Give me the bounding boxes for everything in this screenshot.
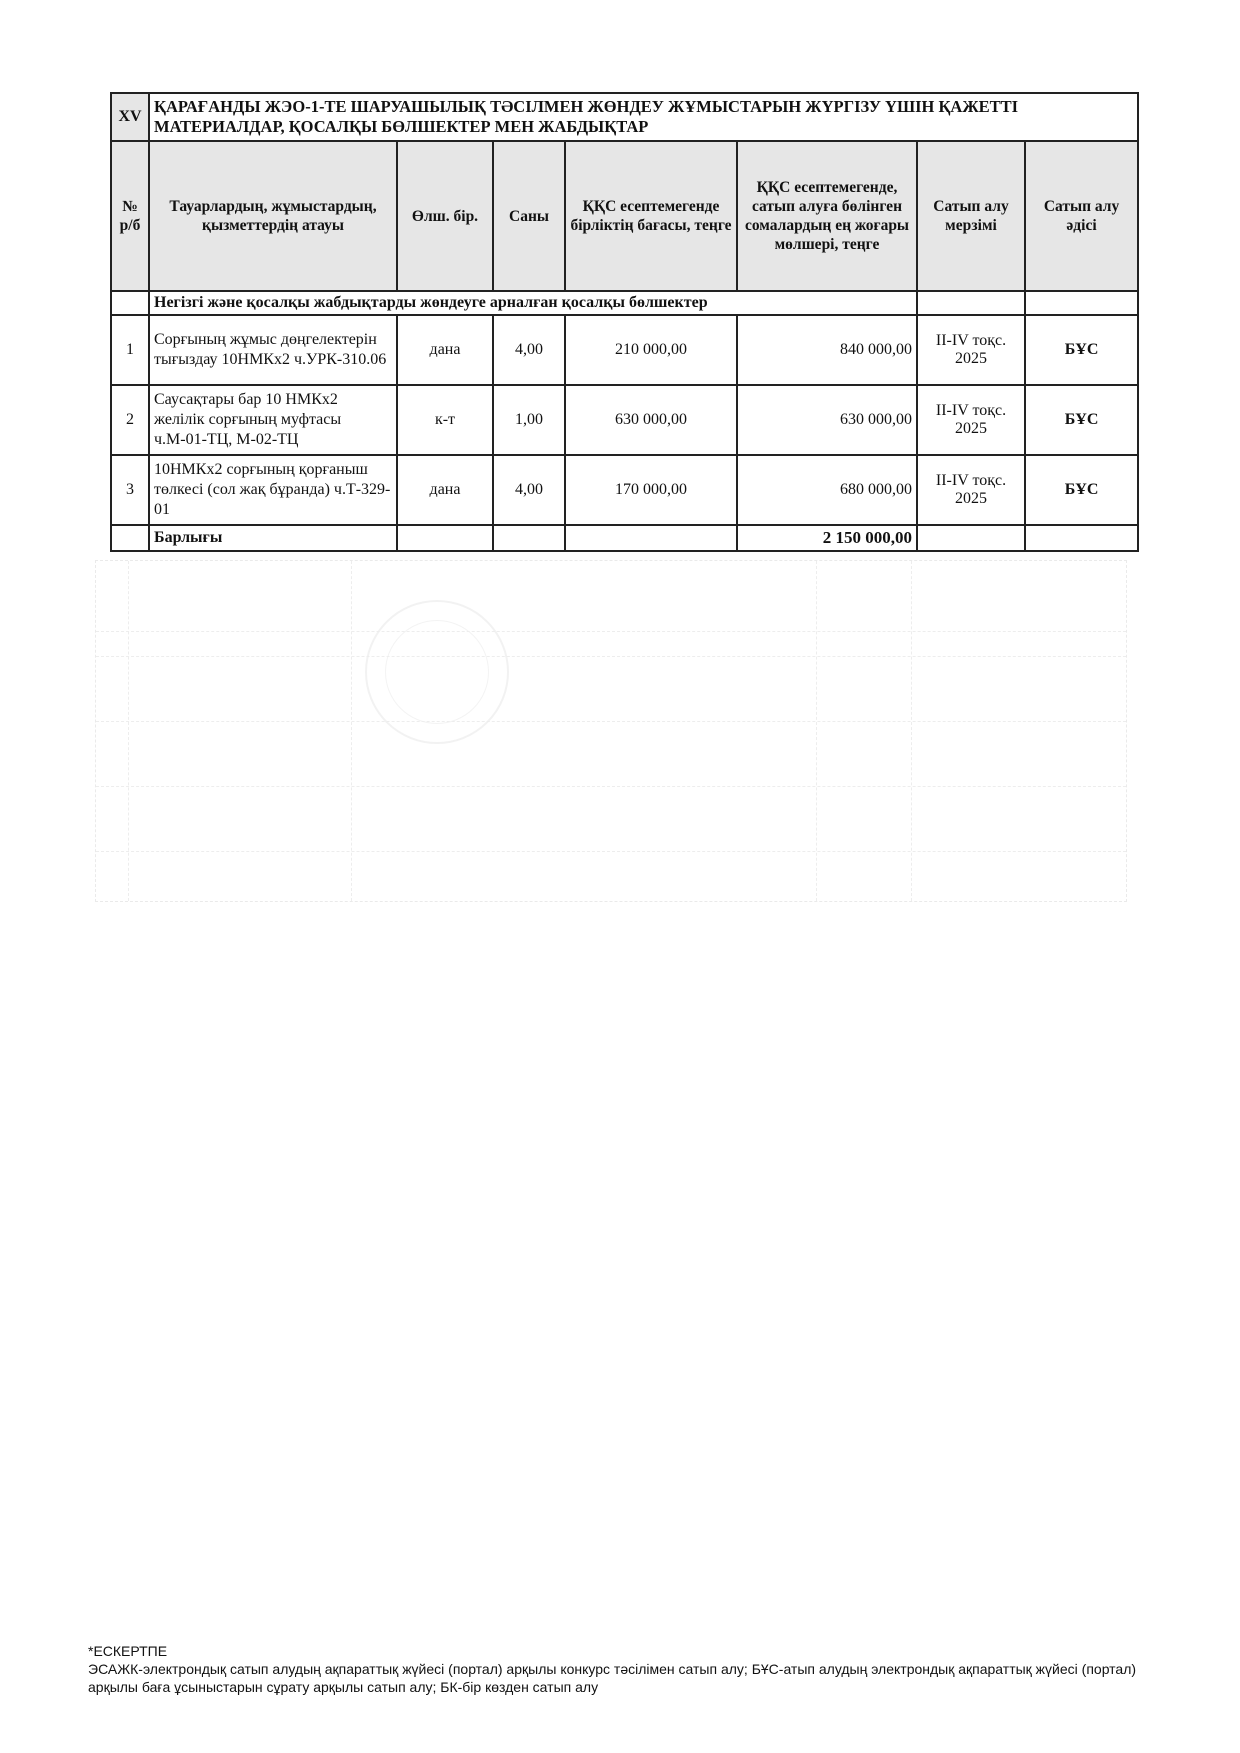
row-unit: дана <box>397 455 493 525</box>
row-max-amount: 630 000,00 <box>737 385 917 455</box>
row-unit-price: 170 000,00 <box>565 455 737 525</box>
table-row <box>111 315 1138 385</box>
row-term: II-IV тоқс. 2025 <box>917 385 1025 455</box>
footnote-text: ЭСАЖК-электрондық сатып алудың ақпараттық жүйесі (портал) арқылы конкурс тәсілімен сатып алу; БҰС-атып алудың электрондық ақпараттық жүйесі (портал) арқылы баға ұсыныстарын сұрату арқылы сатып алу; БК-бір көзден сатып алу <box>88 1661 1137 1695</box>
row-unit-price: 210 000,00 <box>565 315 737 385</box>
section-title: ҚАРАҒАНДЫ ЖЭО-1-ТЕ ШАРУАШЫЛЫҚ ТӘСІЛМЕН ЖӨНДЕУ ЖҰМЫСТАРЫН ЖҮРГІЗУ ҮШІН ҚАЖЕТТІ МАТЕРИАЛДАР, ҚОСАЛҚЫ БӨЛШЕКТЕР МЕН ЖАБДЫҚТАР <box>149 93 1138 141</box>
header-unit: Өлш. бір. <box>397 141 493 291</box>
row-unit: к-т <box>397 385 493 455</box>
row-unit-price: 630 000,00 <box>565 385 737 455</box>
total-label: Барлығы <box>149 525 397 551</box>
header-qty: Саны <box>493 141 565 291</box>
row-method: БҰС <box>1025 315 1138 385</box>
table-row <box>111 385 1138 455</box>
row-method: БҰС <box>1025 385 1138 455</box>
bleed-through-table-shadow <box>95 560 1127 902</box>
faint-stamp-mark <box>365 600 509 744</box>
table-row <box>111 455 1138 525</box>
row-num: 3 <box>111 455 149 525</box>
procurement-table <box>110 92 1139 552</box>
row-max-amount: 680 000,00 <box>737 455 917 525</box>
footnote-heading: *ЕСКЕРТПЕ <box>88 1643 168 1659</box>
section-number: XV <box>111 93 149 141</box>
header-method: Сатып алу әдісі <box>1025 141 1138 291</box>
header-name: Тауарлардың, жұмыстардың, қызметтердің атауы <box>149 141 397 291</box>
header-row <box>111 141 1138 291</box>
header-term: Сатып алу мерзімі <box>917 141 1025 291</box>
header-num: № р/б <box>111 141 149 291</box>
total-amount: 2 150 000,00 <box>737 525 917 551</box>
section-row <box>111 93 1138 141</box>
subheader-row <box>111 291 1138 315</box>
row-name: Саусақтары бар 10 НМКх2 желілік сорғының муфтасы ч.М-01-ТЦ, М-02-ТЦ <box>149 385 397 455</box>
row-num: 1 <box>111 315 149 385</box>
row-term: II-IV тоқс. 2025 <box>917 315 1025 385</box>
header-unit-price: ҚҚС есептемегенде бірліктің бағасы, теңге <box>565 141 737 291</box>
row-method: БҰС <box>1025 455 1138 525</box>
header-max-amount: ҚҚС есептемегенде, сатып алуға бөлінген сомалардың ең жоғары мөлшері, теңге <box>737 141 917 291</box>
row-qty: 4,00 <box>493 455 565 525</box>
row-unit: дана <box>397 315 493 385</box>
subheader-text: Негізгі және қосалқы жабдықтарды жөндеуге арналған қосалқы бөлшектер <box>149 291 917 315</box>
row-qty: 4,00 <box>493 315 565 385</box>
row-num: 2 <box>111 385 149 455</box>
footnote <box>88 1642 1148 1696</box>
row-qty: 1,00 <box>493 385 565 455</box>
row-term: II-IV тоқс. 2025 <box>917 455 1025 525</box>
row-name: 10НМКх2 сорғының қорғаныш төлкесі (сол жақ бұранда) ч.Т-329-01 <box>149 455 397 525</box>
total-row <box>111 525 1138 551</box>
row-name: Сорғының жұмыс дөңгелектерін тығыздау 10НМКх2 ч.УРК-310.06 <box>149 315 397 385</box>
row-max-amount: 840 000,00 <box>737 315 917 385</box>
